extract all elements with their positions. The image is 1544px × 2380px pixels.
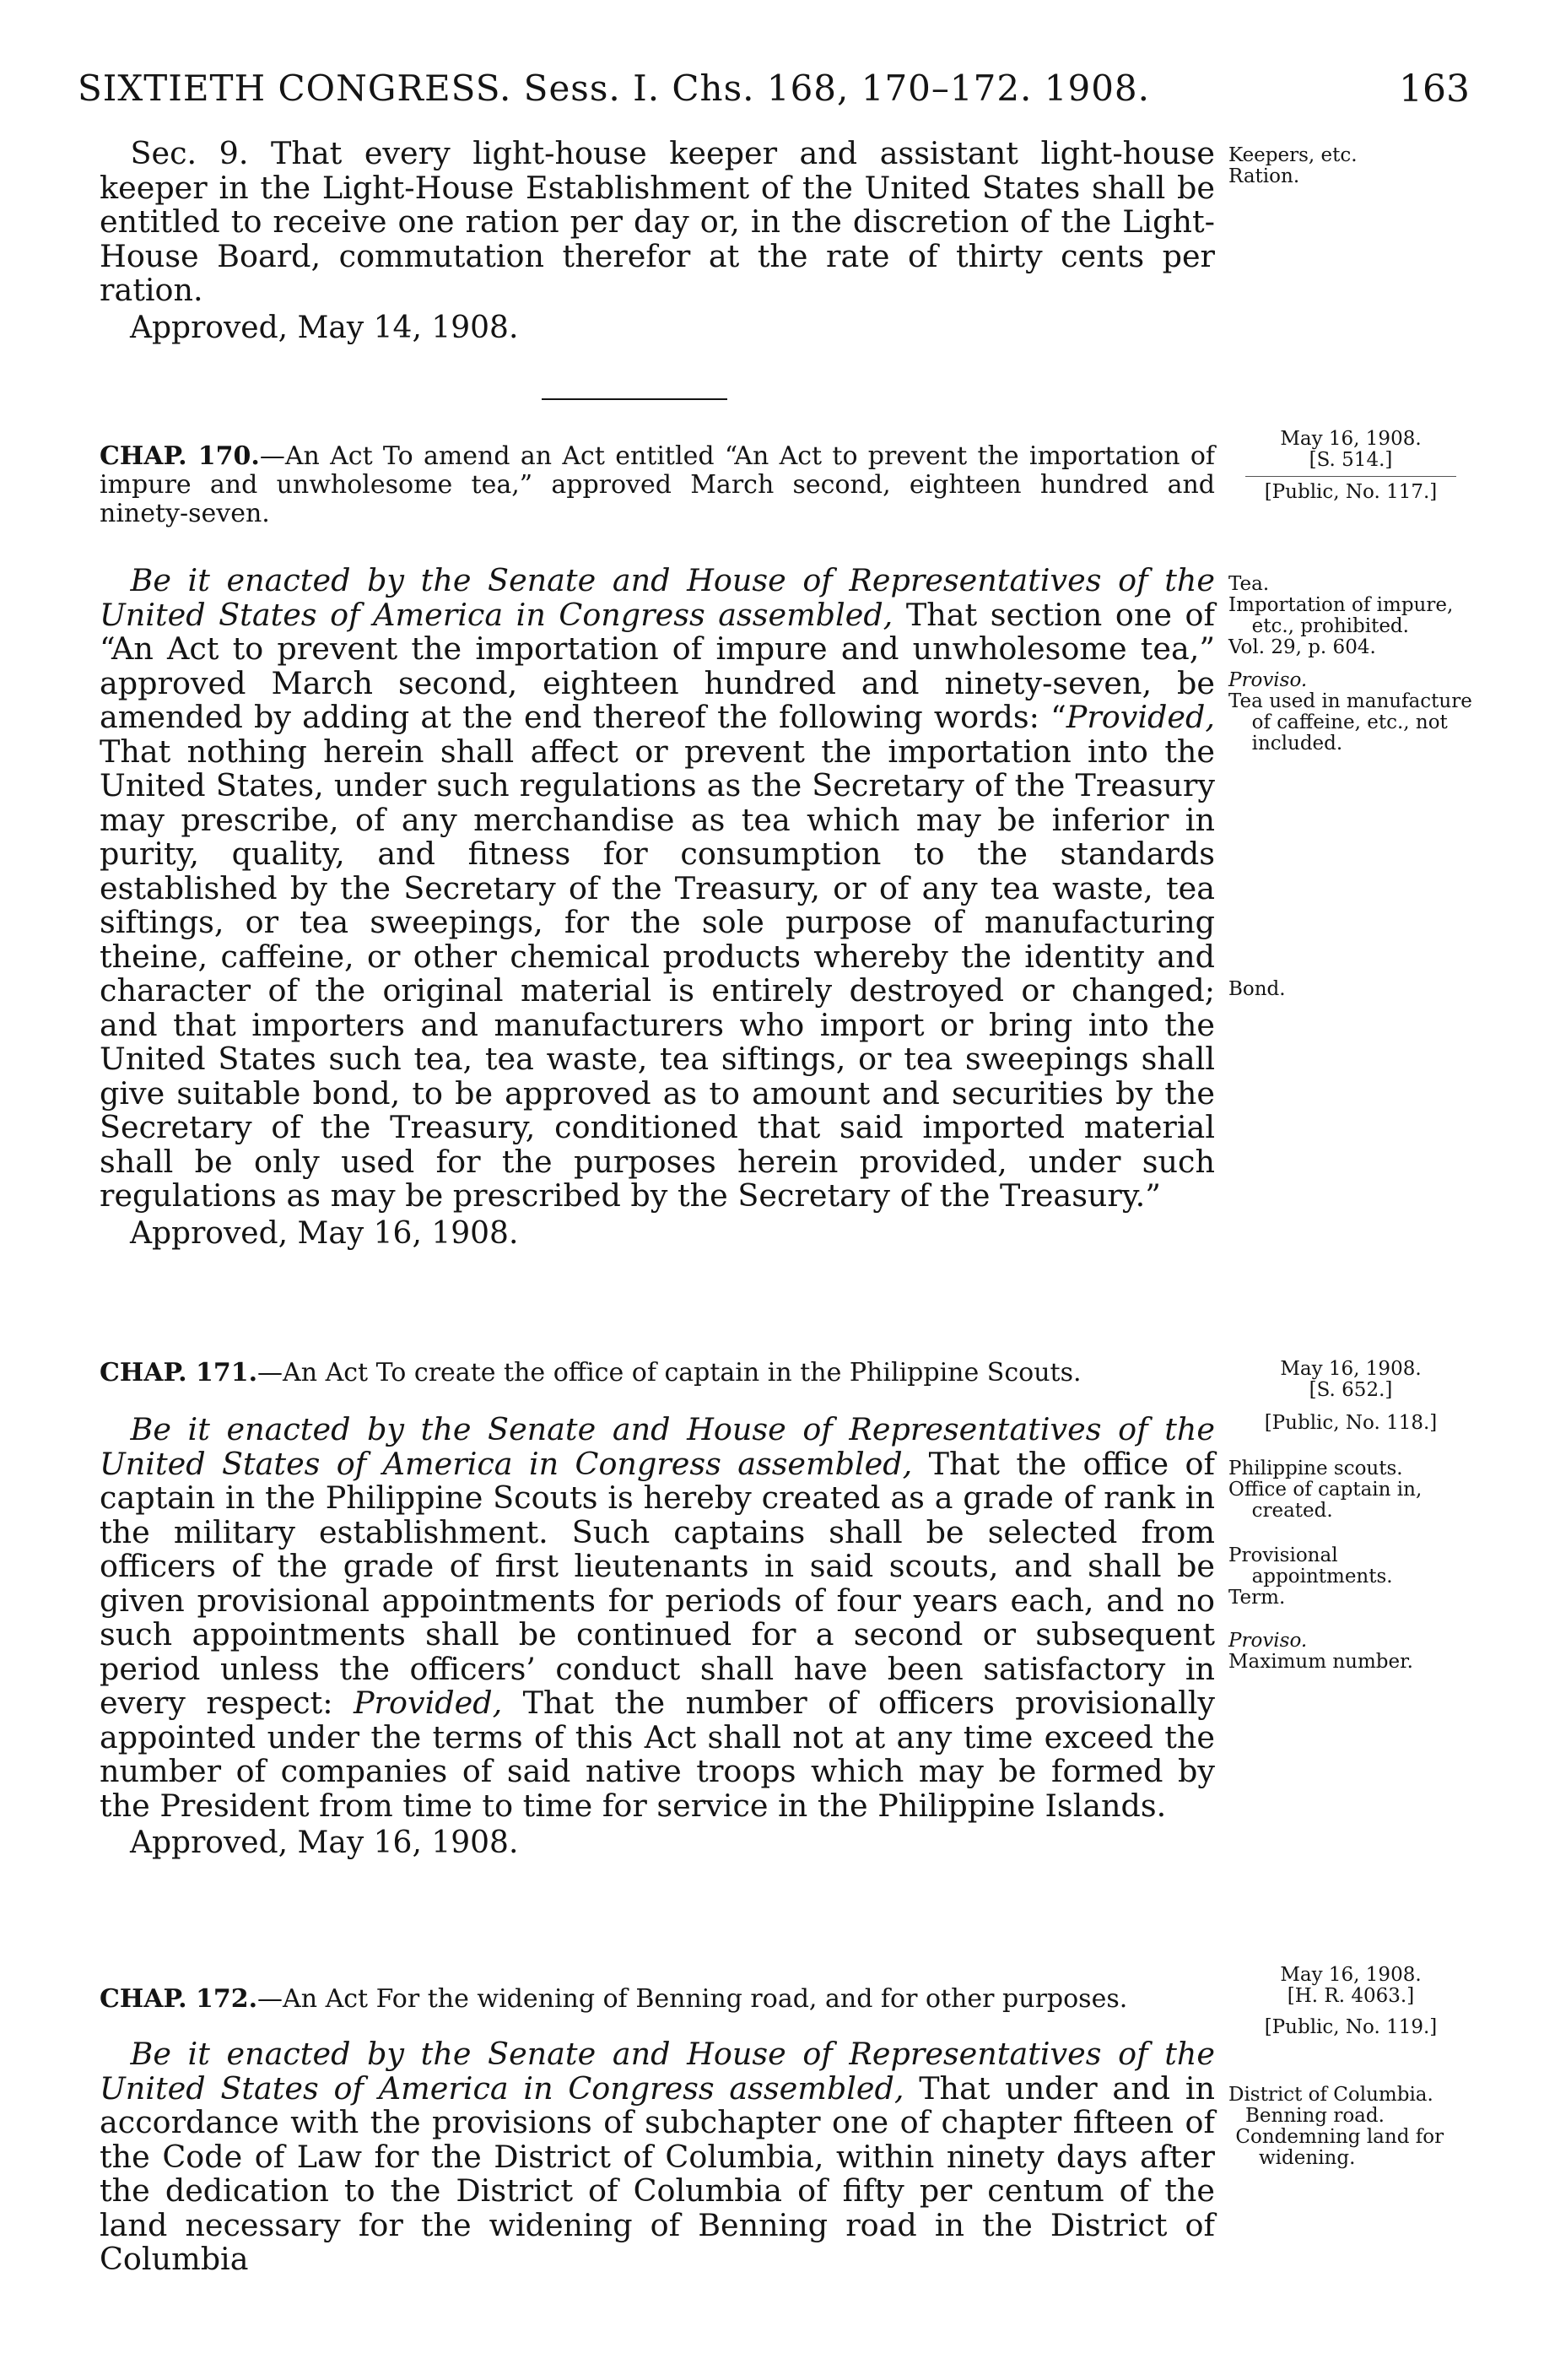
chapter-172-body-1: That under and in accordance with the provisions of subchapter one of chapter fifteen of the Code of Law for the District of Columbia, within ninety days after the dedication to the District of Columbia of fifty per centum of the land necessary for the widening of Benning road in the District of Columbia xyxy=(100,2069,1216,2277)
chapter-172-number: CHAP. 172. xyxy=(100,1984,258,2014)
chapter-172-bill: [H. R. 4063.] xyxy=(1287,1985,1415,2007)
margin-tea: Tea. xyxy=(1228,573,1270,595)
chapter-171-title: —An Act To create the office of captain in the Philippine Scouts. xyxy=(257,1358,1082,1387)
chapter-171-approved: Approved, May 16, 1908. xyxy=(130,1826,519,1860)
chapter-170-approved: Approved, May 16, 1908. xyxy=(130,1215,519,1251)
margin-bond-text: Bond. xyxy=(1228,978,1286,1000)
chapter-171-body xyxy=(100,1413,1215,1823)
chapter-170-body xyxy=(100,564,1215,1214)
margin-chapter-172-citation xyxy=(1228,1965,1473,2038)
chapter-170-public: [Public, No. 117.] xyxy=(1264,481,1438,503)
margin-chapter-170-notes xyxy=(1228,574,1473,755)
section-9 xyxy=(100,137,1215,345)
chapter-172-body xyxy=(100,2037,1215,2277)
chapter-172 xyxy=(100,1985,1215,2277)
running-head-title: SIXTIETH CONGRESS. Sess. I. Chs. 168, 170–172. 1908. xyxy=(78,68,1150,109)
section-9-approved: Approved, May 14, 1908. xyxy=(130,310,519,345)
margin-bond xyxy=(1228,979,1473,1000)
chapter-172-heading xyxy=(100,1985,1215,2014)
margin-office-captain: Office of captain in, created. xyxy=(1228,1479,1423,1522)
chapter-170-date: May 16, 1908. xyxy=(1280,428,1422,450)
chapter-171-bill: [S. 652.] xyxy=(1309,1379,1393,1401)
section-divider xyxy=(542,398,727,400)
margin-tea-used: Tea used in manufacture of caffeine, etc., not included. xyxy=(1228,690,1472,755)
page-number: 163 xyxy=(1399,68,1470,111)
chapter-171-number: CHAP. 171. xyxy=(100,1358,258,1387)
margin-chapter-171-citation xyxy=(1228,1359,1473,1434)
section-9-text: Sec. 9. That every light-house keeper and assistant light-house keeper in the Light-House Establishment of the United States shall be entitled to receive one ration per day or, in the discretion of the Light-House Board, commutation therefor at the rate of thirty cents per ration. xyxy=(100,135,1215,308)
chapter-170-title: —An Act To amend an Act entitled “An Act to prevent the importation of impure and unwholesome tea,” approved March second, eighteen hundred and ninety-seven. xyxy=(100,441,1215,528)
chapter-171-date: May 16, 1908. xyxy=(1280,1358,1422,1380)
margin-proviso-171: Proviso. xyxy=(1228,1630,1308,1652)
margin-term: Term. xyxy=(1228,1587,1286,1609)
margin-ration: Ration. xyxy=(1228,165,1300,187)
chapter-170-body-1: That section one of “An Act to prevent the importation of impure and unwholesome tea,” approved March second, eighteen hundred and ninety-seven, be amended by adding at the end thereof the following words: “ xyxy=(100,596,1216,735)
margin-chapter-170-citation xyxy=(1228,429,1473,503)
chapter-172-enacting: Be it enacted by the Senate and House of Representatives of the United States of America in Congress assembled, xyxy=(100,2036,1215,2107)
chapter-171-body-2: That the number of officers provisionally appointed under the terms of this Act shall not at any time exceed the number of companies of said native troops which may be formed by the President from time to time for service in the Philippine Islands. xyxy=(100,1685,1216,1824)
chapter-171-body-1: That the office of captain in the Philippine Scouts is hereby created as a grade of rank in the military establishment. Such captains shall be selected from officers of the grade of first lieutenants in said scouts, and shall be given provisional appointments for periods of four years each, and no such appointments shall be continued for a second or subsequent period unless the officers’ conduct shall have been satisfactory in every respect: xyxy=(100,1445,1216,1721)
margin-chapter-172-notes xyxy=(1228,2085,1473,2169)
chapter-170-enacting: Be it enacted by the Senate and House of Representatives of the United States of America in Congress assembled, xyxy=(100,562,1215,633)
margin-maximum: Maximum number. xyxy=(1228,1651,1413,1673)
chapter-170-number: CHAP. 170. xyxy=(100,441,260,471)
chapter-172-date: May 16, 1908. xyxy=(1280,1964,1422,1986)
margin-proviso: Proviso. xyxy=(1228,669,1308,691)
chapter-172-public: [Public, No. 119.] xyxy=(1264,2016,1438,2038)
running-head xyxy=(78,68,1470,118)
chapter-170-bill: [S. 514.] xyxy=(1309,449,1393,471)
margin-condemning: Condemning land for widening. xyxy=(1235,2126,1444,2169)
margin-divider xyxy=(1245,476,1456,477)
margin-district: District of Columbia. xyxy=(1228,2084,1433,2106)
margin-provisional: Provisional appointments. xyxy=(1228,1544,1393,1588)
margin-keepers: Keepers, etc. xyxy=(1228,144,1358,166)
chapter-170-heading xyxy=(100,442,1215,528)
chapter-171-enacting: Be it enacted by the Senate and House of Representatives of the United States of America in Congress assembled, xyxy=(100,1411,1215,1482)
chapter-170-body-2: That nothing herein shall affect or prevent the importation into the United States, under such regulations as the Secretary of the Treasury may prescribe, of any merchandise as tea which may be inferior in purity, quality, and fitness for consumption to the standards established by the Secretary of the Treasury, or of any tea waste, tea siftings, or tea sweepings, for the sole purpose of manufacturing theine, caffeine, or other chemical products whereby the identity and character of the original material is entirely destroyed or changed; and that importers and manufacturers who import or bring into the United States such tea, tea waste, tea siftings, or tea sweepings shall give suitable bond, to be approved as to amount and securities by the Secretary of the Treasury, conditioned that said imported material shall be only used for the purposes herein provided, under such regulations as may be prescribed by the Secretary of the Treasury.” xyxy=(100,733,1215,1214)
chapter-171-proviso: Provided, xyxy=(353,1685,503,1721)
chapter-170 xyxy=(100,442,1215,1251)
chapter-171-heading xyxy=(100,1359,1215,1387)
chapter-171-public: [Public, No. 118.] xyxy=(1264,1412,1438,1434)
chapter-171 xyxy=(100,1359,1215,1860)
chapter-172-title: —An Act For the widening of Benning road, and for other purposes. xyxy=(257,1984,1128,2014)
margin-philippine-scouts: Philippine scouts. xyxy=(1228,1458,1403,1479)
margin-benning-road: Benning road. xyxy=(1245,2105,1385,2127)
margin-note-sec9 xyxy=(1228,145,1473,187)
margin-vol: Vol. 29, p. 604. xyxy=(1228,636,1376,658)
margin-importation: Importation of impure, etc., prohibited. xyxy=(1228,594,1454,637)
chapter-170-proviso: Provided, xyxy=(1066,699,1215,735)
margin-chapter-171-notes xyxy=(1228,1458,1473,1673)
